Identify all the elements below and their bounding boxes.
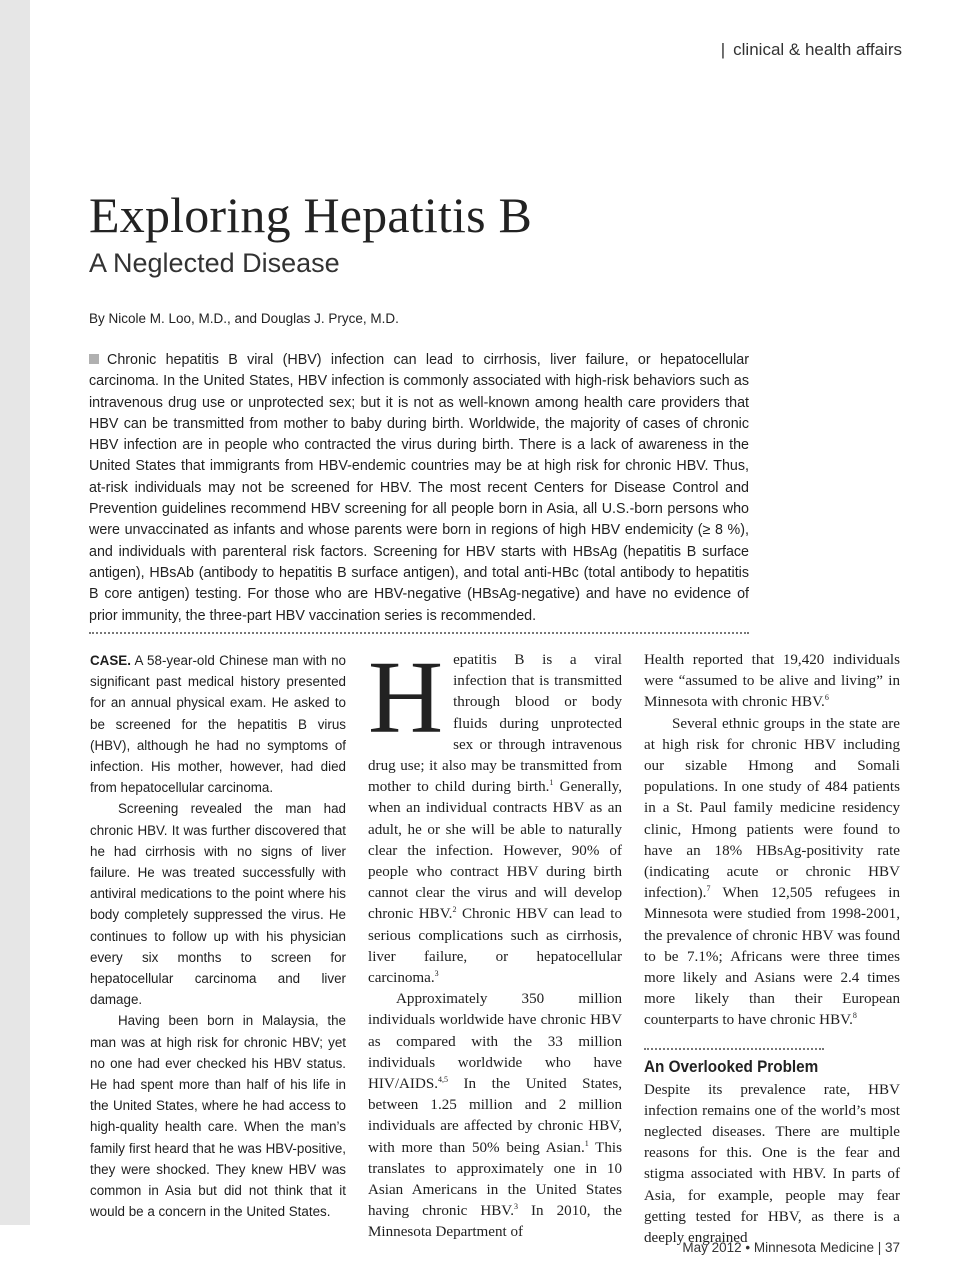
- body-text-4b: When 12,505 refugees in Minnesota were studied from 1998-2001, the prevalence of chronic HBV was found to be 7.1%; Africans were three times more likely and Asians were 2.4 times more likely than their European counterparts to have chronic HBV.: [644, 885, 900, 1029]
- section-header-label: clinical & health affairs: [733, 40, 902, 59]
- subhead-divider: [644, 1048, 824, 1050]
- square-bullet-icon: [89, 354, 99, 364]
- body-text-1c: Chronic HBV can lead to serious complications such as cirrhosis, liver failure, or hepatocellular carcinoma.: [368, 906, 622, 987]
- body-paragraph-4: [644, 714, 900, 1032]
- article-byline: By Nicole M. Loo, M.D., and Douglas J. Pryce, M.D.: [89, 311, 399, 326]
- article-title: Exploring Hepatitis B: [89, 187, 533, 243]
- case-text-1: A 58-year-old Chinese man with no significant past medical history presented for an annual physical exam. He asked to be screened for the hepatitis B virus (HBV), although he had no symptoms of infection. His mother, however, had died from hepatocellular carcinoma.: [90, 653, 346, 796]
- body-text-1b: Generally, when an individual contracts HBV as an adult, he or she will be able to naturally clear the infection. However, 90% of people who contract HBV during birth cannot clear the virus and will develop chronic HBV.: [368, 779, 622, 923]
- case-paragraph-3: Having been born in Malaysia, the man was at high risk for chronic HBV; yet no one had ever checked his HBV status. He had spent more than half of his life in the United States, where he had access to high-quality health care. When the man’s family first heard that he was HBV-positive, they were shocked. They knew HBV was common in Asia but did not think that it would be a concern in the United States.: [90, 1013, 346, 1220]
- page-footer: May 2012 • Minnesota Medicine | 37: [682, 1240, 900, 1255]
- reference-marker: 4,5: [438, 1075, 449, 1085]
- case-paragraph-2: Screening revealed the man had chronic HBV. It was further discovered that he had cirrhosis with no signs of liver failure. He was treated successfully with antiviral medications to the point where his body completely suppressed the virus. He continues to follow up with his physician every six months to screen for hepatocellular carcinoma and liver damage.: [90, 801, 346, 1008]
- body-text-3a: Health reported that 19,420 individuals were “assumed to be alive and living” in Minnesota with chronic HBV.: [644, 652, 900, 711]
- reference-marker: 2: [452, 905, 457, 915]
- body-column-3: [644, 650, 900, 1249]
- section-subhead: An Overlooked Problem: [644, 1056, 819, 1076]
- case-label: CASE.: [90, 653, 131, 668]
- left-margin-bar: [0, 0, 30, 1225]
- body-text-2c: This translates to approximately one in 10 Asian Americans in the United States having chronic HBV.: [368, 1139, 622, 1220]
- body-text-2a: Approximately 350 million individuals worldwide have chronic HBV as compared with the 33 million individuals worldwide who have HIV/AIDS.: [368, 991, 622, 1093]
- drop-cap: H: [368, 640, 444, 755]
- reference-marker: 6: [824, 693, 829, 703]
- reference-marker: 1: [549, 778, 554, 788]
- section-header: [721, 40, 902, 60]
- body-paragraph-1: [368, 640, 622, 989]
- reference-marker: 7: [706, 884, 711, 894]
- reference-marker: 1: [584, 1138, 589, 1148]
- body-text-4a: Several ethnic groups in the state are at high risk for chronic HBV including our sizable Hmong and Somali populations. In one study of 484 patients in a St. Paul family medicine residency clinic, Hmong patients were found to have an 18% HBsAg-positivity rate (indicating acute or chronic HBV infection).: [644, 715, 900, 902]
- reference-marker: 8: [852, 1011, 857, 1021]
- abstract-text: Chronic hepatitis B viral (HBV) infection can lead to cirrhosis, liver failure, or hepatocellular carcinoma. In the United States, HBV infection is commonly associated with high-risk behaviors such as intravenous drug use or unprotected sex; but it is not as well-known among health care providers that HBV can be transmitted from mother to baby during birth. Worldwide, the majority of cases of chronic HBV infection are in people who contracted the virus during birth. There is a lack of awareness in the United States that immigrants from HBV-endemic countries may be at high risk for chronic HBV. Thus, at-risk individuals may not be screened for HBV. The most recent Centers for Disease Control and Prevention guidelines recommend HBV screening for all people born in Asia, all U.S.-born persons who were unvaccinated as infants and whose parents were born in regions of high HBV endemicity (≥ 8 %), and individuals with parenteral risk factors. Screening for HBV starts with HBsAg (hepatitis B surface antigen), HBsAb (antibody to hepatitis B surface antigen), and total anti-HBc (total antibody to hepatitis B core antigen) testing. For those who are HBV-negative (HBsAg-negative) and have no evidence of prior immunity, the three-part HBV vaccination series is recommended.: [89, 352, 749, 624]
- body-paragraph-5: Despite its prevalence rate, HBV infection remains one of the world’s most neglected diseases. There are multiple reasons for this. One is the fear and stigma associated with HBV. In parts of Asia, for example, people may fear getting tested for HBV, as there is a deeply engrained: [644, 1081, 900, 1247]
- case-column: [90, 650, 346, 1222]
- body-text-2d: In 2010, the Minnesota Department of: [368, 1203, 622, 1241]
- article-abstract: [89, 350, 749, 627]
- body-text-2b: In the United States, between 1.25 million and 2 million individuals are affected by chronic HBV, with more than 50% being Asian.: [368, 1076, 622, 1156]
- body-column-2: [368, 640, 622, 1244]
- reference-marker: 3: [434, 969, 439, 979]
- section-header-pipe: |: [720, 40, 726, 59]
- abstract-divider: [89, 632, 749, 634]
- case-paragraph-1: [90, 650, 346, 798]
- body-paragraph-2: [368, 989, 622, 1243]
- reference-marker: 3: [514, 1202, 519, 1212]
- body-text-1a: epatitis B is a viral infection that is transmitted through blood or body fluids during unprotected sex or through intravenous drug use; it also may be transmitted from mother to child during birth.: [368, 652, 622, 796]
- article-subtitle: A Neglected Disease: [89, 248, 340, 278]
- body-paragraph-3: [644, 650, 900, 714]
